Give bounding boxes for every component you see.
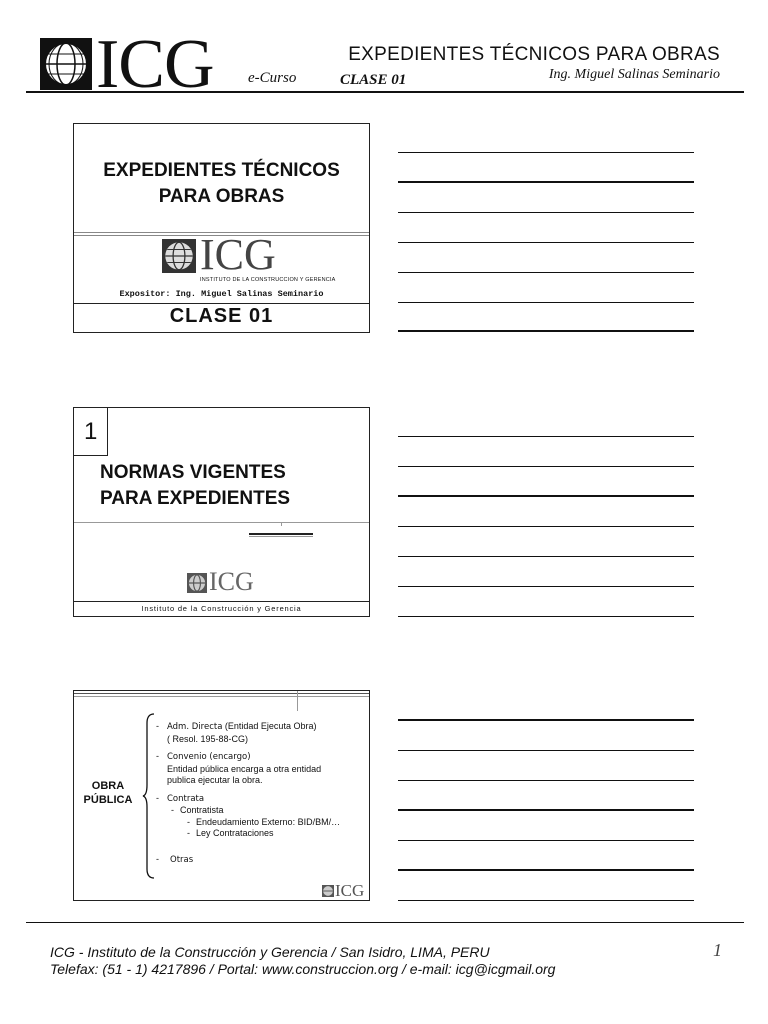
slide-3-logo-text: ICG <box>335 881 365 900</box>
note-line <box>398 526 694 527</box>
divider <box>74 303 369 304</box>
divider <box>297 691 298 711</box>
globe-icon <box>40 38 92 90</box>
brace-icon <box>142 713 156 879</box>
footer-address: ICG - Instituto de la Construcción y Gerencia / San Isidro, LIMA, PERU <box>50 944 490 960</box>
slide-2 <box>73 407 370 617</box>
note-line <box>398 212 694 213</box>
slide-3-label-line1: OBRA <box>91 780 125 792</box>
slide-1-clase: CLASE 01 <box>169 305 274 327</box>
slide-1-title-line1: EXPEDIENTES TÉCNICOS <box>103 160 340 181</box>
slide-1 <box>73 123 370 333</box>
bullet-dash: - <box>156 792 159 803</box>
header-clase: CLASE 01 <box>340 72 407 88</box>
bullet-dash: - <box>156 853 159 864</box>
slide-2-title-line2: PARA EXPEDIENTES <box>100 488 291 509</box>
bullet-dash: - <box>187 828 190 838</box>
note-line <box>398 242 694 243</box>
note-line <box>398 556 694 557</box>
list-item-text: Entidad pública encarga a otra entidad <box>167 763 322 774</box>
bullet-dash: - <box>171 805 174 815</box>
header-logo <box>40 26 225 103</box>
note-line <box>398 436 694 437</box>
list-item-text: publica ejecutar la obra. <box>167 775 263 785</box>
ecurso-label: e-Curso <box>248 70 297 86</box>
slide-2-number-box <box>73 407 108 456</box>
note-line <box>398 181 694 183</box>
note-line <box>398 616 694 617</box>
note-line <box>398 840 694 841</box>
globe-icon <box>322 885 334 897</box>
sub-item-text: Ley Contrataciones <box>196 828 274 838</box>
footer-contact: Telefax: (51 - 1) 4217896 / Portal: www.construccion.org / e-mail: icg@icgmail.org <box>50 961 556 977</box>
slide-3-logo <box>322 883 370 899</box>
sub-item <box>167 817 368 829</box>
note-line <box>398 152 694 153</box>
list-item-text: (Entidad Ejecuta Obra) <box>222 721 317 731</box>
slide-1-logo-text: ICG <box>200 230 276 279</box>
header-author: Ing. Miguel Salinas Seminario <box>548 67 720 82</box>
bullet-dash: - <box>156 751 159 761</box>
list-item <box>156 751 368 787</box>
slide-1-institute: INSTITUTO DE LA CONSTRUCCION Y GERENCIA <box>200 277 336 283</box>
bullet-dash: - <box>187 816 190 827</box>
slide-1-expositor: Expositor: Ing. Miguel Salinas Seminario <box>119 289 324 299</box>
globe-icon <box>187 573 207 593</box>
list-item-text: ( Resol. 195-88-CG) <box>167 733 249 744</box>
divider <box>74 693 369 694</box>
list-item-head: Adm. Directa <box>167 722 223 732</box>
note-line <box>398 330 694 332</box>
slide-2-title-line1: NORMAS VIGENTES <box>100 462 286 483</box>
slide-1-title <box>74 158 369 210</box>
note-line <box>398 586 694 587</box>
list-item <box>156 721 368 745</box>
note-line <box>398 466 694 467</box>
divider <box>74 696 369 697</box>
note-line <box>398 719 694 721</box>
slide-3-list <box>156 721 368 872</box>
list-item-head: Convenio (encargo) <box>167 752 251 762</box>
divider <box>249 536 313 537</box>
page-number: 1 <box>713 940 722 960</box>
list-item <box>156 854 368 867</box>
note-line <box>398 869 694 871</box>
slide-2-number: 1 <box>84 418 98 445</box>
slide-3-label <box>76 779 140 807</box>
note-line <box>398 495 694 497</box>
slide-1-logo <box>162 230 336 289</box>
note-line <box>398 272 694 273</box>
list-item-head: Contrata <box>167 793 205 804</box>
note-line <box>398 780 694 781</box>
divider <box>249 533 313 535</box>
slide-2-logo <box>187 567 267 596</box>
sub-item-text: Contratista <box>180 805 224 815</box>
divider <box>281 522 284 526</box>
divider <box>74 522 369 523</box>
footer-divider <box>26 922 744 923</box>
slide-2-title <box>100 460 290 512</box>
slide-3-label-line2: PÚBLICA <box>83 794 133 806</box>
slide-3 <box>73 690 370 901</box>
slide-1-title-line2: PARA OBRAS <box>158 186 285 207</box>
divider <box>74 601 369 602</box>
sub-item <box>167 828 368 840</box>
globe-icon <box>162 239 196 273</box>
note-line <box>398 302 694 303</box>
note-line <box>398 900 694 901</box>
sub-item-text: Endeudamiento Externo: BID/BM/… <box>196 816 341 827</box>
list-item <box>156 793 368 840</box>
note-line <box>398 750 694 751</box>
list-item-head: Otras <box>170 854 194 865</box>
header-title: EXPEDIENTES TÉCNICOS PARA OBRAS <box>348 44 720 65</box>
slide-2-footer: Instituto de la Construcción y Gerencia <box>141 604 302 613</box>
header-logo-text: ICG <box>96 26 214 103</box>
header-divider <box>26 91 744 93</box>
note-line <box>398 809 694 811</box>
bullet-dash: - <box>156 721 159 731</box>
sub-item <box>167 805 368 817</box>
slide-2-logo-text: ICG <box>209 567 254 596</box>
